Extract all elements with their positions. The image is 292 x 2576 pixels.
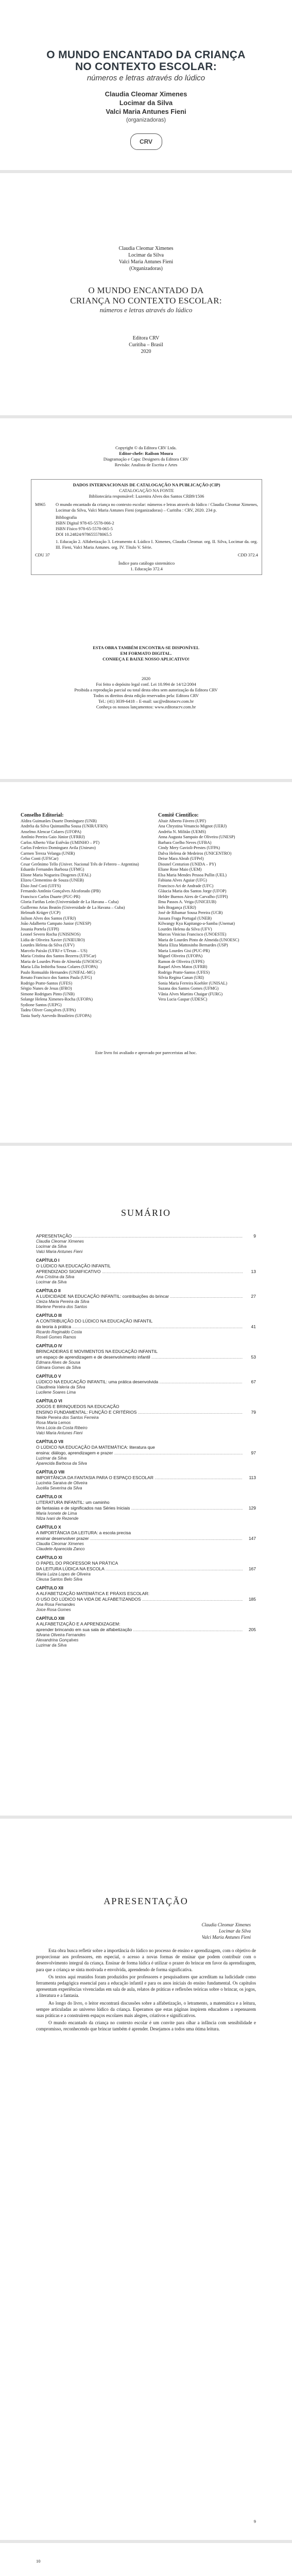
- council-member: Ilma Passos A. Veiga (UNICEUB): [158, 900, 216, 904]
- copyright-page: [0, 418, 292, 779]
- council-member: Cindy Mery Gavioli-Prestes (UFPA): [158, 845, 220, 850]
- council-member: Rodrigo Pratte-Santos (UFES): [158, 970, 210, 975]
- council-member: Carlos Alberto Vilar Estêvão (UMINHO – PT): [21, 840, 100, 845]
- crv-logo-icon: CRV: [130, 133, 162, 150]
- toc-title: JOGOS E BRINQUEDOS NA EDUCAÇÃO: [36, 1404, 119, 1409]
- cover-author-3: Valci Maria Antunes Fieni: [106, 108, 186, 115]
- council-member: Elizeu Clementino de Souza (UNEB): [21, 878, 84, 883]
- toc-chapter-number: CAPÍTULO V: [36, 1374, 61, 1379]
- council-member: Ana Chrystina Venancio Mignot (UERJ): [158, 824, 227, 828]
- council-member: Helmuth Krüger (UCP): [21, 910, 61, 915]
- toc-entry[interactable]: [36, 1399, 256, 1436]
- toc-author: Valci Maria Antunes Fieni: [36, 1431, 83, 1435]
- council-member: Silvia Regina Canan (URI): [158, 975, 204, 980]
- council-member: Andréia da Silva Quintanilha Sousa (UNIR/UFRN): [21, 824, 108, 828]
- toc-author: Edmara Alves de Sousa: [36, 1360, 80, 1365]
- council-member: Gláucia Maria dos Santos Jorge (UFOP): [158, 889, 227, 893]
- copyright-line-1: Copyright © da Editora CRV Ltda.: [115, 445, 177, 450]
- toc-page-number: 41: [251, 1324, 256, 1329]
- council-member: Antônio Pereira Gaio Júnior (UFRRJ): [21, 835, 85, 839]
- half-author-3: Valci Maria Antunes Fieni: [118, 259, 174, 265]
- council-member: Deise Mara Abrah (UFPel): [158, 856, 204, 861]
- cip-index-title: Índice para catálogo sistemático: [118, 561, 175, 566]
- council-member: Lourdes Helena da Silva (UFV): [158, 926, 212, 931]
- presentation-paragraph: Ao longo do livro, o leitor encontrará discussões sobre a alfabetização, o letramento, a matemática e a leitura, sempre articuladas ao universo lúdico da criança. Esperamos que estas páginas inspirem educadores a repensarem suas práticas e a construírem espaços escolares mais alegres, criativos e significativos.: [36, 2000, 256, 2019]
- toc-author: Ana Cristina da Silva: [36, 1275, 75, 1279]
- cip-title: DADOS INTERNACIONAIS DE CATALOGAÇÃO NA PUBLICAÇÃO (CIP): [73, 482, 220, 487]
- toc-title: O LÚDICO NA EDUCAÇÃO DA MATEMÁTICA: literatura que: [36, 1445, 155, 1450]
- toc-entry[interactable]: [36, 1313, 256, 1340]
- toc-title-continued: ensina: diálogo, aprendizagem e prazer .....: [36, 1450, 243, 1456]
- toc-chapter-number: CAPÍTULO VIII: [36, 1470, 65, 1475]
- digital-notice-line-3: CONHEÇA E BAIXE NOSSO APLICATIVO!: [102, 656, 190, 662]
- toc-author: Claudete Aparecida Zanco: [36, 1547, 85, 1551]
- toc-author: Alexandrina Gonçalves: [36, 1638, 79, 1642]
- half-city: Curitiba – Brasil: [129, 342, 163, 348]
- council-member: Eduardo Fernandes Barbosa (UFMG): [21, 867, 84, 872]
- toc-page-number: 185: [248, 1597, 256, 1602]
- cip-librarian: Bibliotecária responsável: Luzenira Alves dos Santos CRB9/1506: [89, 494, 204, 499]
- council-member: Anselmo Alencar Colares (UFOPA): [21, 829, 81, 834]
- toc-author: Lucilene Soares Lima: [36, 1390, 76, 1395]
- toc-entry[interactable]: [36, 1616, 256, 1648]
- toc-author: Cleusa Santos Belo Silva: [36, 1577, 82, 1582]
- cip-subtitle: CATALOGAÇÃO NA FONTE: [119, 488, 174, 493]
- cover-title-line-2: NO CONTEXTO ESCOLAR:: [75, 61, 217, 73]
- page-number: 9: [253, 2519, 256, 2524]
- toc-entry[interactable]: [36, 1495, 256, 1521]
- toc-entry[interactable]: [36, 1374, 256, 1395]
- cover-author-2: Locimar da Silva: [119, 99, 173, 107]
- council-member: Altair Alberto Fávero (UPF): [158, 818, 207, 823]
- cip-cdu: CDU 37: [35, 552, 50, 557]
- toc-title-continued: APRENDIZADO SIGNIFICATIVO .....: [36, 1269, 243, 1275]
- toc-chapter-number: CAPÍTULO VI: [36, 1399, 62, 1403]
- editorial-council-title: Conselho Editorial:: [21, 812, 64, 818]
- toc-title-continued: DA LEITURA LÚDICA NA ESCOLA .....: [36, 1566, 243, 1572]
- cip-code: M965: [35, 502, 46, 507]
- toc-entry[interactable]: [36, 1555, 256, 1582]
- council-member: Fabiana Alves Aguiar (UFG): [158, 878, 207, 883]
- toc-author: Luzimar da Silva: [36, 1456, 67, 1461]
- council-member: Aldira Guimarães Duarte Domínguez (UNB): [21, 818, 97, 823]
- cip-doi: DOI 10.24824/978655578065.5: [56, 532, 112, 537]
- toc-author: Claudia Cleomar Ximenes: [36, 1239, 84, 1244]
- cover-title-line-1: O MUNDO ENCANTADO DA CRIANÇA: [46, 49, 246, 61]
- scientific-committee-title: Comitê Científico:: [158, 812, 199, 818]
- council-member: Sonia Maria Ferreira Koehler (UNISAL): [158, 980, 228, 986]
- council-member: Jailson Alves dos Santos (UFRJ): [21, 916, 76, 921]
- council-member: Paulo Romualdo Hernandes (UNIFAL-MG): [21, 970, 95, 975]
- toc-title: BRINCADEIRAS E MOVIMENTOS NA EDUCAÇÃO INFANTIL: [36, 1349, 158, 1354]
- toc-chapter-number: CAPÍTULO VII: [36, 1439, 63, 1444]
- toc-title-continued: aprender brincando em sua sala de alfabetização .....: [36, 1627, 243, 1633]
- council-member: Maria Eliza Mattosinho Bernardes (USP): [158, 943, 228, 947]
- toc-page-number: 67: [251, 1379, 256, 1384]
- toc-author: Neide Pereira dos Santos Ferreira: [36, 1415, 99, 1420]
- cover-subtitle: números e letras através do lúdico: [87, 74, 205, 82]
- toc-title-continued: da teoria à prática .....: [36, 1324, 243, 1330]
- council-member: Dalva Helena de Medeiros (UNICENTRO): [158, 851, 232, 856]
- toc-title: A CONTRIBUIÇÃO DO LÚDICO NA EDUCAÇÃO INFANTIL: [36, 1318, 153, 1324]
- toc-entry[interactable]: [36, 1439, 256, 1466]
- cip-isbn-print: ISBN Físico 978-65-5578-065-5: [56, 526, 113, 531]
- councils-page: [0, 782, 292, 1143]
- cover-organizers-label: (organizadoras): [126, 117, 166, 123]
- council-member: Anna Augusta Sampaio de Oliveira (UNESP): [158, 835, 235, 839]
- toc-entry[interactable]: [36, 1525, 256, 1552]
- toc-title: APRESENTAÇÃO .....: [36, 1233, 243, 1239]
- toc-title: O LÚDICO NA EDUCAÇÃO INFANTIL: [36, 1263, 111, 1268]
- cip-body: O mundo encantado da criança no contexto escolar: números e letras através do lúdico / Claudia Cleomar Ximenes, Locimar da Silva, Valci Maria Antunes Fieni (organizadoras) – Curitiba : CRV, 2020. 234 p.: [56, 502, 258, 513]
- council-member: Josania Portela (UFPI): [21, 926, 59, 931]
- half-year: 2020: [141, 349, 151, 354]
- toc-chapter-number: CAPÍTULO II: [36, 1289, 61, 1293]
- toc-chapter-number: CAPÍTULO XI: [36, 1555, 62, 1560]
- scientific-committee: [158, 813, 271, 1019]
- presentation-body: [36, 1947, 256, 2033]
- council-member: Helder Buenos Aires de Carvalho (UFPI): [158, 894, 228, 899]
- half-title-page: [0, 173, 292, 415]
- council-member: Maria Cristina dos Santos Bezerra (UFSCar): [21, 954, 96, 958]
- council-member: Kilwangy Kya Kapitango-a-Samba (Unemat): [158, 921, 235, 926]
- toc-chapter-number: CAPÍTULO I: [36, 1258, 60, 1263]
- toc-author: Silvana Oliveira Fernandes: [36, 1633, 86, 1637]
- presentation-author-2: Locimar da Silva: [219, 1928, 251, 1934]
- toc-title-continued: de fantasias e de significados nas Séries Iniciais .....: [36, 1505, 243, 1511]
- council-member: Marcos Vinicius Francisco (UNOESTE): [158, 932, 227, 937]
- council-member: Gloria Fariñas León (Universidade de La Havana – Cuba): [21, 900, 119, 904]
- presentation-paragraph: O mundo encantado da criança no contexto escolar é um convite para olhar a infância com sensibilidade e compromisso, reconhecendo que brincar também é aprender. Desejamos a todos uma ótima leitura.: [36, 2020, 256, 2032]
- toc-author: Ricardo Reginaldo Costa: [36, 1330, 82, 1334]
- peer-review-note: Este livro foi avaliado e aprovado por pareceristas ad hoc.: [95, 1050, 197, 1055]
- copyright-line-4: Revisão: Analista de Escrita e Artes: [114, 462, 178, 467]
- council-member: Suzana dos Santos Gomes (UFMG): [158, 986, 219, 991]
- council-member: Guillermo Arias Beatón (Universidade de La Havana – Cuba): [21, 905, 125, 910]
- toc-entry[interactable]: [36, 1586, 256, 1613]
- toc-page-number: 147: [248, 1536, 256, 1541]
- footer-year: 2020: [142, 676, 150, 681]
- toc-page-number: 97: [251, 1450, 256, 1455]
- council-member: Celso Conti (UFSCar): [21, 856, 59, 861]
- editorial-council: [21, 813, 151, 1019]
- council-member: Miguel Oliveira (UFOPA): [158, 954, 203, 958]
- toc-author: Vera Lúcia da Costa Ribeiro: [36, 1426, 88, 1430]
- council-member: Renato Francisco dos Santos Paula (UFG): [21, 975, 92, 980]
- council-member: Francisco Ari de Andrade (UFC): [158, 883, 214, 888]
- toc-chapter-number: CAPÍTULO III: [36, 1313, 62, 1318]
- presentation-page: [0, 1819, 292, 2540]
- toc-author: Nilza Ivani de Rezende: [36, 1516, 79, 1521]
- toc-title-continued: O USO DO LÚDICO NA VIDA DE ALFABETIZANDOS .....: [36, 1597, 243, 1602]
- toc-title: A ALFABETIZAÇÃO MATEMÁTICA E PRÁXIS ESCOLAR:: [36, 1591, 149, 1596]
- toc-author: Joice Rosa Gomes: [36, 1607, 71, 1612]
- toc-page-number: 53: [251, 1354, 256, 1360]
- council-member: Cesar Gerônimo Tello (Univer. Nacional Três de Febrero – Argentina): [21, 861, 139, 867]
- digital-notice-line-2: EM FORMATO DIGITAL.: [120, 651, 172, 656]
- council-member: João Adalberto Campato Junior (UNESP): [21, 921, 91, 926]
- footer-prohibited: Proibida a reprodução parcial ou total desta obra sem autorização da Editora CRV: [74, 687, 218, 692]
- toc-author: Aparecida Barbosa da Silva: [36, 1461, 87, 1466]
- toc-chapter-number: CAPÍTULO IX: [36, 1495, 62, 1499]
- council-member: Jussara Fraga Portugal (UNEB): [158, 916, 212, 921]
- footer-contact: Tel.: (41) 3039-6418 – E-mail: sac@editoracrv.com.br: [98, 699, 194, 704]
- summary-page: [0, 1146, 292, 1816]
- toc-title: LÚDICO NA EDUCAÇÃO INFANTIL: uma prática desenvolvida .....: [36, 1379, 243, 1385]
- footer-rights: Todos os direitos desta edição reservados pela: Editora CRV: [93, 693, 199, 698]
- half-subtitle: números e letras através do lúdico: [99, 306, 193, 314]
- council-member: José de Ribamar Sousa Pereira (UCB): [158, 910, 223, 915]
- half-title-line-1: O MUNDO ENCANTADO DA: [88, 285, 204, 295]
- council-member: Vânia Alves Martins Chaigar (FURG): [158, 991, 223, 996]
- toc-chapter-number: CAPÍTULO XIII: [36, 1616, 65, 1621]
- toc-entry[interactable]: [36, 1470, 256, 1491]
- toc-author: Maria Ivonete de Lima: [36, 1511, 77, 1516]
- council-member: Andréia N. Militão (UEMS): [158, 829, 206, 834]
- half-author-2: Locimar da Silva: [128, 252, 164, 258]
- toc-page-number: 27: [251, 1294, 256, 1299]
- toc-author: Luzimar da Silva: [36, 1643, 67, 1648]
- council-member: Francisco Carlos Duarte (PUC-PR): [21, 894, 80, 899]
- toc-title-continued: ENSINO FUNDAMENTAL: FUNÇÃO E CRITÉRIOS .....: [36, 1410, 243, 1415]
- council-member: Tania Suely Azevedo Brasileiro (UFOPA): [21, 1013, 92, 1018]
- copyright-line-3: Diagramação e Capa: Designers da Editora CRV: [103, 456, 189, 462]
- council-member: Vera Lucia Gaspar (UDESC): [158, 997, 208, 1002]
- presentation-heading: APRESENTAÇÃO: [104, 1896, 188, 1906]
- toc-author: Claudia Cleomar Ximenes: [36, 1541, 84, 1546]
- toc-entry[interactable]: [36, 1344, 256, 1370]
- council-member: Marcelo Paixão (UFRJ e UTexas – US): [21, 948, 88, 953]
- council-member: Elione Maria Nogueira Diogenes (UFAL): [21, 872, 91, 877]
- council-member: Ramon de Oliveira (UFPE): [158, 959, 204, 964]
- toc-author: Ana Rosa Fernandes: [36, 1602, 75, 1607]
- council-member: Rodrigo Pratte-Santos (UFES): [21, 980, 73, 986]
- half-title-line-2: CRIANÇA NO CONTEXTO ESCOLAR:: [70, 296, 222, 306]
- cover-author-1: Claudia Cleomar Ximenes: [105, 90, 187, 98]
- toc-title: A LUDICIDADE NA EDUCAÇÃO INFANTIL: contribuições do brincar .....: [36, 1294, 243, 1299]
- cip-index-item: 1. Educação 372.4: [130, 566, 163, 571]
- council-member: Barbara Coelho Neves (UFBA): [158, 840, 212, 845]
- presentation-continued-page: [0, 2543, 292, 2576]
- copyright-line-2: Editor-chefe: Railson Moura: [119, 451, 173, 456]
- council-member: Lídia de Oliveira Xavier (UNIEURO): [21, 937, 85, 942]
- toc-chapter-number: CAPÍTULO X: [36, 1525, 61, 1530]
- table-of-contents: [36, 1233, 256, 1651]
- council-member: Carlos Federico Dominguez Avila (Unieuro): [21, 845, 96, 850]
- council-member: Diosnel Centurion (UNIDA – PY): [158, 861, 216, 867]
- council-member: Sydione Santos (UEPG): [21, 1002, 62, 1007]
- council-member: Simone Rodrigues Pinto (UNB): [21, 991, 75, 996]
- toc-author: Maria Luiza Lopes de Oliveira: [36, 1572, 91, 1577]
- council-member: Solange Helena Ximenes-Rocha (UFOPA): [21, 997, 93, 1002]
- council-member: Lourdes Helena da Silva (UFV): [21, 943, 75, 947]
- page-number: 10: [36, 2558, 41, 2564]
- half-author-1: Claudia Cleomar Ximenes: [118, 246, 174, 251]
- toc-page-number: 113: [249, 1475, 256, 1480]
- summary-heading: SUMÁRIO: [121, 1208, 171, 1218]
- toc-page-number: 9: [253, 1233, 256, 1239]
- council-member: Eliane Rose Maio (UEM): [158, 867, 202, 872]
- council-member: Sérgio Nunes de Jesus (IFRO): [21, 986, 72, 991]
- toc-author: Locimar da Silva: [36, 1244, 67, 1249]
- council-member: Inês Bragança (UERJ): [158, 905, 196, 910]
- presentation-paragraph: Esta obra busca refletir sobre a importância do lúdico no processo de ensino e aprendizagem, com o objetivo de proporcionar aos professores, em especial, o acesso a novas formas de ensinar que podem contribuir com o desenvolvimento integral da criança. Ensinar de forma lúdica é utilizar o prazer do brincar em favor da aprendizagem, para que a criança se sinta motivada e envolvida, aprendendo de forma significativa.: [36, 1948, 256, 1972]
- toc-page-number: 167: [248, 1566, 256, 1571]
- toc-entry[interactable]: [36, 1233, 256, 1255]
- toc-title: O PAPEL DO PROFESSOR NA PRÁTICA: [36, 1561, 118, 1566]
- council-member: Tadeu Oliver Gonçalves (UFPA): [21, 1008, 76, 1012]
- council-member: Leonel Severo Rocha (UNISINOS): [21, 932, 81, 937]
- footer-legal-deposit: Foi feito o depósito legal conf. Lei 10.994 de 14/12/2004: [96, 682, 196, 687]
- toc-chapter-number: CAPÍTULO XII: [36, 1586, 63, 1590]
- toc-title: LITERATURA INFANTIL: um caminho: [36, 1500, 110, 1505]
- toc-title: A ALFABETIZAÇÃO E A APRENDIZAGEM:: [36, 1621, 121, 1626]
- toc-title: A IMPORTÂNCIA DA LEITURA: a escola precisa: [36, 1530, 131, 1535]
- toc-page-number: 205: [248, 1627, 256, 1632]
- council-member: Maria Lourdes Gisi (PUC-PR): [158, 948, 210, 953]
- toc-author: Rosa Maria Lemos: [36, 1420, 71, 1425]
- half-organizers-label: (Organizadoras): [129, 266, 163, 272]
- toc-entry[interactable]: [36, 1289, 256, 1310]
- presentation-author-3: Valci Maria Antunes Fieni: [201, 1935, 251, 1940]
- cip-bibliography: Bibliografia: [56, 515, 77, 520]
- toc-title-continued: ensinar desenvolver prazer .....: [36, 1536, 243, 1541]
- toc-chapter-number: CAPÍTULO IV: [36, 1344, 62, 1348]
- council-member: Maria Lília Imbiriba Sousa Colares (UFOPA): [21, 964, 98, 969]
- toc-author: Gilmara Gomes da Silva: [36, 1365, 81, 1370]
- toc-author: Valci Maria Antunes Fieni: [36, 1249, 83, 1254]
- presentation-paragraph: Os textos aqui reunidos foram produzidos por professores e pesquisadores que acreditam na ludicidade como ferramenta pedagógica essencial para a educação infantil e para os anos iniciais do ensino fundamental. Os capítulos apresentam experiências vivenciadas em sala de aula, relatos de práticas e reflexões teóricas sobre o brincar, os jogos, a literatura e a fantasia.: [36, 1974, 256, 1998]
- toc-author: Marlene Pereira dos Santos: [36, 1304, 88, 1309]
- toc-entry[interactable]: [36, 1258, 256, 1285]
- council-member: Maria de Lourdes Pinto de Almeida (UNOESC): [21, 959, 102, 964]
- cip-cdd: CDD 372.4: [237, 552, 258, 557]
- half-publisher: Editora CRV: [132, 335, 160, 341]
- toc-page-number: 79: [251, 1410, 256, 1415]
- council-member: Carmen Tereza Velanga (UNIR): [21, 851, 75, 856]
- digital-notice-line-1: ESTA OBRA TAMBÉM ENCONTRA-SE DISPONÍVEL: [93, 645, 199, 650]
- council-member: Fernando Antônio Gonçalves Alcoforado (IPB): [21, 889, 101, 893]
- toc-author: Locimar da Silva: [36, 1280, 67, 1284]
- toc-title-continued: um espaço de aprendizagem e de desenvolvimento infantil .....: [36, 1354, 243, 1360]
- cip-subjects: 1. Educação 2. Alfabetização 3. Letramento 4. Lúdico I. Ximenes, Claudia Cleomar. org. II. Silva, Locimar da. org. III. Fieni, Valci Maria Antunes. org. IV. Título V. Série.: [56, 539, 258, 550]
- council-member: Elsa Maria Mendes Pessoa Pullin (UEL): [158, 872, 227, 877]
- council-member: Élsio José Corá (UFFS): [21, 883, 61, 888]
- presentation-author-1: Claudia Cleomar Ximenes: [201, 1922, 251, 1927]
- cip-isbn-digital: ISBN Digital 978-65-5578-066-2: [56, 520, 114, 526]
- toc-author: Roseli Gomes Ramos: [36, 1335, 76, 1340]
- council-member: Raquel Alves Matos (UFRB): [158, 964, 208, 969]
- cip-box: [31, 479, 262, 575]
- toc-title: IMPORTÂNCIA DA FANTASIA PARA O ESPAÇO ESCOLAR .....: [36, 1475, 243, 1481]
- toc-page-number: 129: [248, 1505, 256, 1511]
- toc-author: Cleiza Maria Pereira da Silva: [36, 1299, 90, 1304]
- toc-author: Lucinéia Saraiva de Oliveira: [36, 1481, 88, 1485]
- toc-author: Jucélia Severina da Silva: [36, 1486, 82, 1490]
- cover-page: [0, 0, 292, 170]
- toc-page-number: 13: [251, 1269, 256, 1274]
- footer-website: Conheça os nossos lançamentos: www.editoracrv.com.br: [96, 704, 196, 709]
- council-member: Maria de Lourdes Pinto de Almeida (UNOESC): [158, 937, 239, 942]
- toc-author: Claudineia Valeria da Silva: [36, 1385, 85, 1389]
